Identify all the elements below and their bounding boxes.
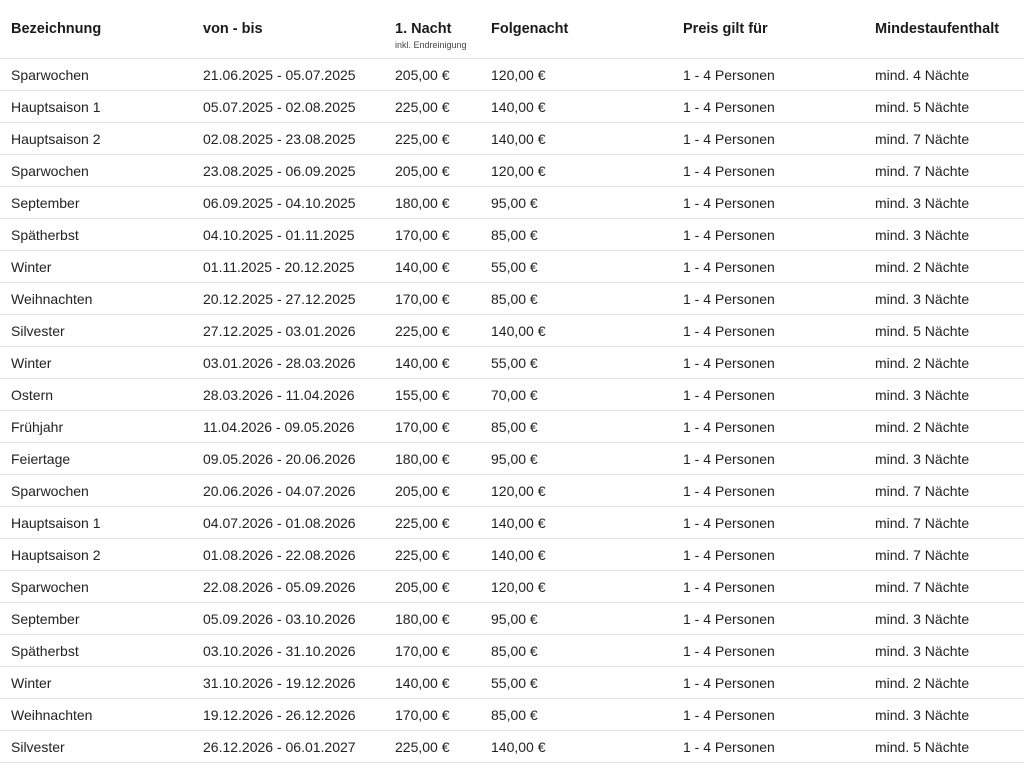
cell-zeitraum: 05.09.2026 - 03.10.2026 xyxy=(203,611,356,627)
cell-zeitraum: 20.06.2026 - 04.07.2026 xyxy=(203,483,356,499)
cell-folgenacht: 140,00 € xyxy=(491,739,546,755)
cell-bezeichnung: Weihnachten xyxy=(11,707,93,723)
cell-folgenacht: 120,00 € xyxy=(491,163,546,179)
cell-bezeichnung: Silvester xyxy=(11,323,65,339)
cell-personen: 1 - 4 Personen xyxy=(683,643,775,659)
cell-erste-nacht: 205,00 € xyxy=(395,67,450,83)
table-row xyxy=(0,507,1024,539)
cell-mindestaufenthalt: mind. 7 Nächte xyxy=(875,131,970,147)
cell-personen: 1 - 4 Personen xyxy=(683,515,775,531)
cell-erste-nacht: 155,00 € xyxy=(395,387,450,403)
table-row xyxy=(0,315,1024,347)
table-header xyxy=(0,0,1024,59)
cell-zeitraum: 04.07.2026 - 01.08.2026 xyxy=(203,515,356,531)
cell-folgenacht: 140,00 € xyxy=(491,515,546,531)
cell-erste-nacht: 225,00 € xyxy=(395,547,450,563)
cell-bezeichnung: Hauptsaison 2 xyxy=(11,547,101,563)
cell-mindestaufenthalt: mind. 3 Nächte xyxy=(875,611,970,627)
cell-folgenacht: 140,00 € xyxy=(491,99,546,115)
cell-mindestaufenthalt: mind. 5 Nächte xyxy=(875,739,970,755)
cell-bezeichnung: Weihnachten xyxy=(11,291,93,307)
table-row xyxy=(0,731,1024,763)
cell-personen: 1 - 4 Personen xyxy=(683,291,775,307)
header-folgenacht: Folgenacht xyxy=(491,21,569,37)
cell-zeitraum: 03.01.2026 - 28.03.2026 xyxy=(203,355,356,371)
table-row xyxy=(0,603,1024,635)
header-erste-nacht: 1. Nacht xyxy=(395,21,452,37)
cell-bezeichnung: Hauptsaison 1 xyxy=(11,515,101,531)
cell-erste-nacht: 140,00 € xyxy=(395,355,450,371)
table-row xyxy=(0,283,1024,315)
header-erste-nacht-note: inkl. Endreinigung xyxy=(395,40,467,50)
cell-mindestaufenthalt: mind. 3 Nächte xyxy=(875,291,970,307)
header-von-bis: von - bis xyxy=(203,21,263,37)
cell-personen: 1 - 4 Personen xyxy=(683,451,775,467)
cell-bezeichnung: Sparwochen xyxy=(11,67,89,83)
cell-mindestaufenthalt: mind. 7 Nächte xyxy=(875,163,970,179)
header-bezeichnung: Bezeichnung xyxy=(11,21,102,37)
cell-personen: 1 - 4 Personen xyxy=(683,99,775,115)
cell-bezeichnung: Sparwochen xyxy=(11,483,89,499)
cell-folgenacht: 55,00 € xyxy=(491,675,538,691)
table-row xyxy=(0,667,1024,699)
cell-bezeichnung: Winter xyxy=(11,355,52,371)
table-row xyxy=(0,443,1024,475)
cell-zeitraum: 23.08.2025 - 06.09.2025 xyxy=(203,163,356,179)
cell-personen: 1 - 4 Personen xyxy=(683,195,775,211)
cell-zeitraum: 31.10.2026 - 19.12.2026 xyxy=(203,675,356,691)
cell-mindestaufenthalt: mind. 2 Nächte xyxy=(875,675,970,691)
cell-zeitraum: 04.10.2025 - 01.11.2025 xyxy=(203,227,355,243)
cell-erste-nacht: 205,00 € xyxy=(395,483,450,499)
cell-folgenacht: 140,00 € xyxy=(491,547,546,563)
cell-folgenacht: 95,00 € xyxy=(491,451,538,467)
table-row xyxy=(0,699,1024,731)
cell-zeitraum: 03.10.2026 - 31.10.2026 xyxy=(203,643,356,659)
cell-personen: 1 - 4 Personen xyxy=(683,739,775,755)
cell-folgenacht: 85,00 € xyxy=(491,707,538,723)
cell-mindestaufenthalt: mind. 3 Nächte xyxy=(875,387,970,403)
cell-erste-nacht: 225,00 € xyxy=(395,515,450,531)
cell-zeitraum: 28.03.2026 - 11.04.2026 xyxy=(203,387,355,403)
cell-zeitraum: 01.11.2025 - 20.12.2025 xyxy=(203,259,355,275)
cell-mindestaufenthalt: mind. 2 Nächte xyxy=(875,259,970,275)
cell-bezeichnung: Spätherbst xyxy=(11,643,79,659)
cell-bezeichnung: Frühjahr xyxy=(11,419,64,435)
table-row xyxy=(0,539,1024,571)
cell-erste-nacht: 170,00 € xyxy=(395,707,450,723)
cell-personen: 1 - 4 Personen xyxy=(683,707,775,723)
cell-erste-nacht: 170,00 € xyxy=(395,643,450,659)
cell-personen: 1 - 4 Personen xyxy=(683,483,775,499)
cell-mindestaufenthalt: mind. 7 Nächte xyxy=(875,483,970,499)
cell-erste-nacht: 225,00 € xyxy=(395,99,450,115)
cell-zeitraum: 20.12.2025 - 27.12.2025 xyxy=(203,291,356,307)
cell-zeitraum: 22.08.2026 - 05.09.2026 xyxy=(203,579,356,595)
cell-personen: 1 - 4 Personen xyxy=(683,355,775,371)
cell-bezeichnung: Silvester xyxy=(11,739,65,755)
cell-mindestaufenthalt: mind. 3 Nächte xyxy=(875,451,970,467)
cell-erste-nacht: 140,00 € xyxy=(395,675,450,691)
cell-erste-nacht: 140,00 € xyxy=(395,259,450,275)
cell-bezeichnung: Sparwochen xyxy=(11,579,89,595)
cell-personen: 1 - 4 Personen xyxy=(683,323,775,339)
cell-personen: 1 - 4 Personen xyxy=(683,419,775,435)
cell-mindestaufenthalt: mind. 3 Nächte xyxy=(875,643,970,659)
cell-bezeichnung: Spätherbst xyxy=(11,227,79,243)
cell-zeitraum: 09.05.2026 - 20.06.2026 xyxy=(203,451,356,467)
table-row xyxy=(0,635,1024,667)
cell-folgenacht: 120,00 € xyxy=(491,483,546,499)
table-row xyxy=(0,155,1024,187)
cell-zeitraum: 05.07.2025 - 02.08.2025 xyxy=(203,99,356,115)
cell-zeitraum: 26.12.2026 - 06.01.2027 xyxy=(203,739,356,755)
cell-mindestaufenthalt: mind. 2 Nächte xyxy=(875,355,970,371)
cell-zeitraum: 02.08.2025 - 23.08.2025 xyxy=(203,131,356,147)
cell-erste-nacht: 180,00 € xyxy=(395,611,450,627)
cell-folgenacht: 85,00 € xyxy=(491,291,538,307)
cell-erste-nacht: 180,00 € xyxy=(395,195,450,211)
cell-bezeichnung: Hauptsaison 1 xyxy=(11,99,101,115)
cell-erste-nacht: 170,00 € xyxy=(395,227,450,243)
cell-personen: 1 - 4 Personen xyxy=(683,611,775,627)
cell-folgenacht: 140,00 € xyxy=(491,131,546,147)
cell-erste-nacht: 225,00 € xyxy=(395,739,450,755)
table-row xyxy=(0,219,1024,251)
cell-personen: 1 - 4 Personen xyxy=(683,259,775,275)
cell-bezeichnung: Winter xyxy=(11,675,52,691)
cell-zeitraum: 21.06.2025 - 05.07.2025 xyxy=(203,67,356,83)
cell-personen: 1 - 4 Personen xyxy=(683,547,775,563)
cell-folgenacht: 55,00 € xyxy=(491,259,538,275)
cell-personen: 1 - 4 Personen xyxy=(683,227,775,243)
table-row xyxy=(0,251,1024,283)
table-row xyxy=(0,475,1024,507)
cell-personen: 1 - 4 Personen xyxy=(683,67,775,83)
cell-bezeichnung: Feiertage xyxy=(11,451,71,467)
cell-mindestaufenthalt: mind. 2 Nächte xyxy=(875,419,970,435)
cell-mindestaufenthalt: mind. 5 Nächte xyxy=(875,323,970,339)
cell-folgenacht: 85,00 € xyxy=(491,227,538,243)
cell-zeitraum: 27.12.2025 - 03.01.2026 xyxy=(203,323,356,339)
cell-mindestaufenthalt: mind. 7 Nächte xyxy=(875,515,970,531)
cell-mindestaufenthalt: mind. 7 Nächte xyxy=(875,579,970,595)
cell-folgenacht: 55,00 € xyxy=(491,355,538,371)
table-row xyxy=(0,123,1024,155)
cell-mindestaufenthalt: mind. 3 Nächte xyxy=(875,195,970,211)
table-row xyxy=(0,571,1024,603)
cell-bezeichnung: Hauptsaison 2 xyxy=(11,131,101,147)
cell-bezeichnung: September xyxy=(11,611,80,627)
cell-erste-nacht: 205,00 € xyxy=(395,163,450,179)
cell-erste-nacht: 225,00 € xyxy=(395,323,450,339)
cell-bezeichnung: Ostern xyxy=(11,387,54,403)
cell-personen: 1 - 4 Personen xyxy=(683,579,775,595)
cell-personen: 1 - 4 Personen xyxy=(683,387,775,403)
cell-erste-nacht: 180,00 € xyxy=(395,451,450,467)
cell-zeitraum: 11.04.2026 - 09.05.2026 xyxy=(203,419,355,435)
header-preis-gilt-fuer: Preis gilt für xyxy=(683,21,768,37)
cell-folgenacht: 120,00 € xyxy=(491,579,546,595)
cell-erste-nacht: 225,00 € xyxy=(395,131,450,147)
cell-folgenacht: 85,00 € xyxy=(491,419,538,435)
cell-zeitraum: 19.12.2026 - 26.12.2026 xyxy=(203,707,356,723)
cell-bezeichnung: September xyxy=(11,195,80,211)
cell-mindestaufenthalt: mind. 3 Nächte xyxy=(875,707,970,723)
table-row xyxy=(0,91,1024,123)
cell-folgenacht: 95,00 € xyxy=(491,195,538,211)
cell-personen: 1 - 4 Personen xyxy=(683,131,775,147)
table-row xyxy=(0,187,1024,219)
cell-bezeichnung: Sparwochen xyxy=(11,163,89,179)
cell-personen: 1 - 4 Personen xyxy=(683,675,775,691)
cell-folgenacht: 85,00 € xyxy=(491,643,538,659)
cell-zeitraum: 06.09.2025 - 04.10.2025 xyxy=(203,195,356,211)
cell-erste-nacht: 205,00 € xyxy=(395,579,450,595)
cell-mindestaufenthalt: mind. 5 Nächte xyxy=(875,99,970,115)
cell-zeitraum: 01.08.2026 - 22.08.2026 xyxy=(203,547,356,563)
cell-folgenacht: 120,00 € xyxy=(491,67,546,83)
cell-folgenacht: 95,00 € xyxy=(491,611,538,627)
cell-mindestaufenthalt: mind. 3 Nächte xyxy=(875,227,970,243)
cell-bezeichnung: Winter xyxy=(11,259,52,275)
cell-erste-nacht: 170,00 € xyxy=(395,419,450,435)
cell-folgenacht: 140,00 € xyxy=(491,323,546,339)
cell-personen: 1 - 4 Personen xyxy=(683,163,775,179)
header-mindestaufenthalt: Mindestaufenthalt xyxy=(875,21,1000,37)
cell-erste-nacht: 170,00 € xyxy=(395,291,450,307)
table-row xyxy=(0,379,1024,411)
table-row xyxy=(0,411,1024,443)
table-row xyxy=(0,347,1024,379)
table-row xyxy=(0,59,1024,91)
cell-mindestaufenthalt: mind. 7 Nächte xyxy=(875,547,970,563)
table-body xyxy=(0,59,1024,763)
cell-mindestaufenthalt: mind. 4 Nächte xyxy=(875,67,970,83)
cell-folgenacht: 70,00 € xyxy=(491,387,538,403)
